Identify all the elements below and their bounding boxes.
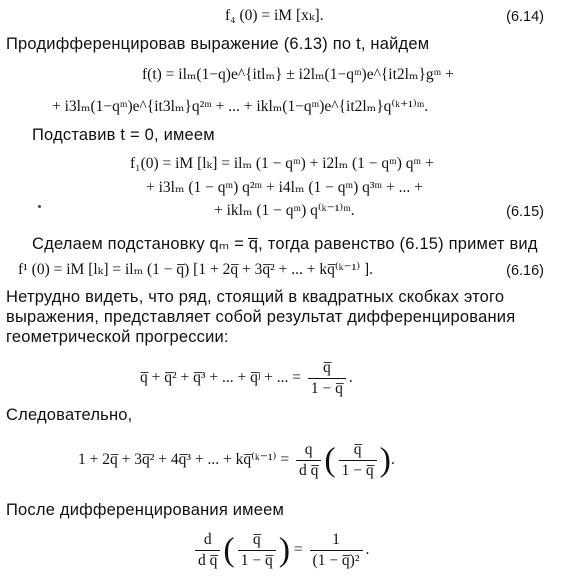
final-left-paren: ( bbox=[223, 531, 235, 569]
paragraph-4-line-3: геометрической прогрессии: bbox=[6, 328, 229, 346]
paragraph-2: Подставив t = 0, имеем bbox=[32, 126, 215, 144]
equation-6-16: f¹ (0) = iM [lₖ] = ilₘ (1 − q̅) [1 + 2q̅ + 3q̅² + ... + kq̅⁽ᵏ⁻¹⁾ ]. bbox=[18, 261, 374, 278]
equation-geometric-series bbox=[140, 356, 353, 400]
equation-6-15-line-3: + iklₘ (1 − qᵐ) q⁽ᵏ⁻¹⁾ᵐ. bbox=[214, 202, 355, 219]
final-equals: = bbox=[293, 541, 303, 558]
left-paren: ( bbox=[324, 441, 336, 479]
paragraph-6: После дифференцирования имеем bbox=[6, 501, 284, 519]
equation-derivative-line-1: f(t) = ilₘ(1−q)e^{itlₘ} ± i2lₘ(1−qᵐ)e^{it2lₘ}gᵐ + bbox=[142, 66, 454, 83]
paragraph-1: Продифференцировав выражение (6.13) по t, найдем bbox=[6, 35, 430, 53]
series-end: . bbox=[348, 369, 353, 386]
inner-denominator: 1 − q̅ bbox=[341, 461, 374, 479]
final-result-numerator: 1 bbox=[310, 531, 363, 551]
equation-number-6-14: (6.14) bbox=[506, 9, 544, 25]
final-operator-numerator: d bbox=[195, 531, 220, 551]
final-result-denominator: (1 − q̅)² bbox=[312, 551, 360, 569]
equation-number-6-16: (6.16) bbox=[506, 263, 544, 279]
equation-6-15-line-1: f₁(0) = iM [lₖ] = ilₘ (1 − qᵐ) + i2lₘ (1 − qᵐ) qᵐ + bbox=[130, 155, 434, 172]
derivative-end: . bbox=[390, 451, 395, 468]
series-lhs: q̅ + q̅² + q̅³ + ... + q̅ʲ + ... = bbox=[140, 369, 302, 386]
inner-fraction bbox=[339, 441, 377, 480]
inner-numerator: q̅ bbox=[339, 441, 377, 461]
equation-number-6-15: (6.15) bbox=[506, 204, 544, 220]
series-fraction bbox=[308, 359, 346, 398]
equation-6-15-line-2: + i3lₘ (1 − qᵐ) q²ᵐ + i4lₘ (1 − qᵐ) q³ᵐ + ... + bbox=[146, 179, 423, 196]
equation-final bbox=[192, 526, 369, 574]
final-operator bbox=[195, 531, 220, 570]
paragraph-3: Сделаем подстановку qₘ = q̅, тогда равенство (6.15) примет вид bbox=[32, 235, 538, 253]
equation-series-derivative bbox=[78, 436, 395, 484]
right-paren: ) bbox=[379, 441, 391, 479]
series-numerator: q̅ bbox=[308, 359, 346, 379]
equation-6-14: f₄ (0) = iM [xₖ]. bbox=[225, 7, 324, 24]
paragraph-4-line-1: Нетрудно видеть, что ряд, стоящий в квадратных скобках этого bbox=[6, 288, 505, 306]
operator-numerator: q bbox=[296, 441, 321, 461]
series-denominator: 1 − q̅ bbox=[310, 379, 343, 397]
paragraph-4-line-2: выражения, представляет собой результат дифференцирования bbox=[6, 308, 516, 326]
operator-denominator: d q̅ bbox=[298, 461, 319, 479]
equation-derivative-line-2: + i3lₘ(1−qᵐ)e^{it3lₘ}q²ᵐ + ... + iklₘ(1−qᵐ)e^{it2lₘ}q⁽ᵏ⁺¹⁾ᵐ. bbox=[52, 98, 429, 115]
final-end: . bbox=[365, 541, 370, 558]
final-inner-numerator: q̅ bbox=[238, 531, 276, 551]
final-operator-denominator: d q̅ bbox=[198, 551, 218, 569]
print-speck bbox=[38, 205, 41, 208]
derivative-lhs: 1 + 2q̅ + 3q̅² + 4q̅³ + ... + kq̅⁽ᵏ⁻¹⁾ = bbox=[78, 451, 290, 468]
final-inner-denominator: 1 − q̅ bbox=[240, 551, 273, 569]
final-right-paren: ) bbox=[278, 531, 291, 569]
final-result-fraction bbox=[310, 531, 363, 570]
final-inner-fraction bbox=[238, 531, 276, 570]
paragraph-5: Следовательно, bbox=[6, 406, 133, 424]
derivative-operator bbox=[296, 441, 321, 480]
